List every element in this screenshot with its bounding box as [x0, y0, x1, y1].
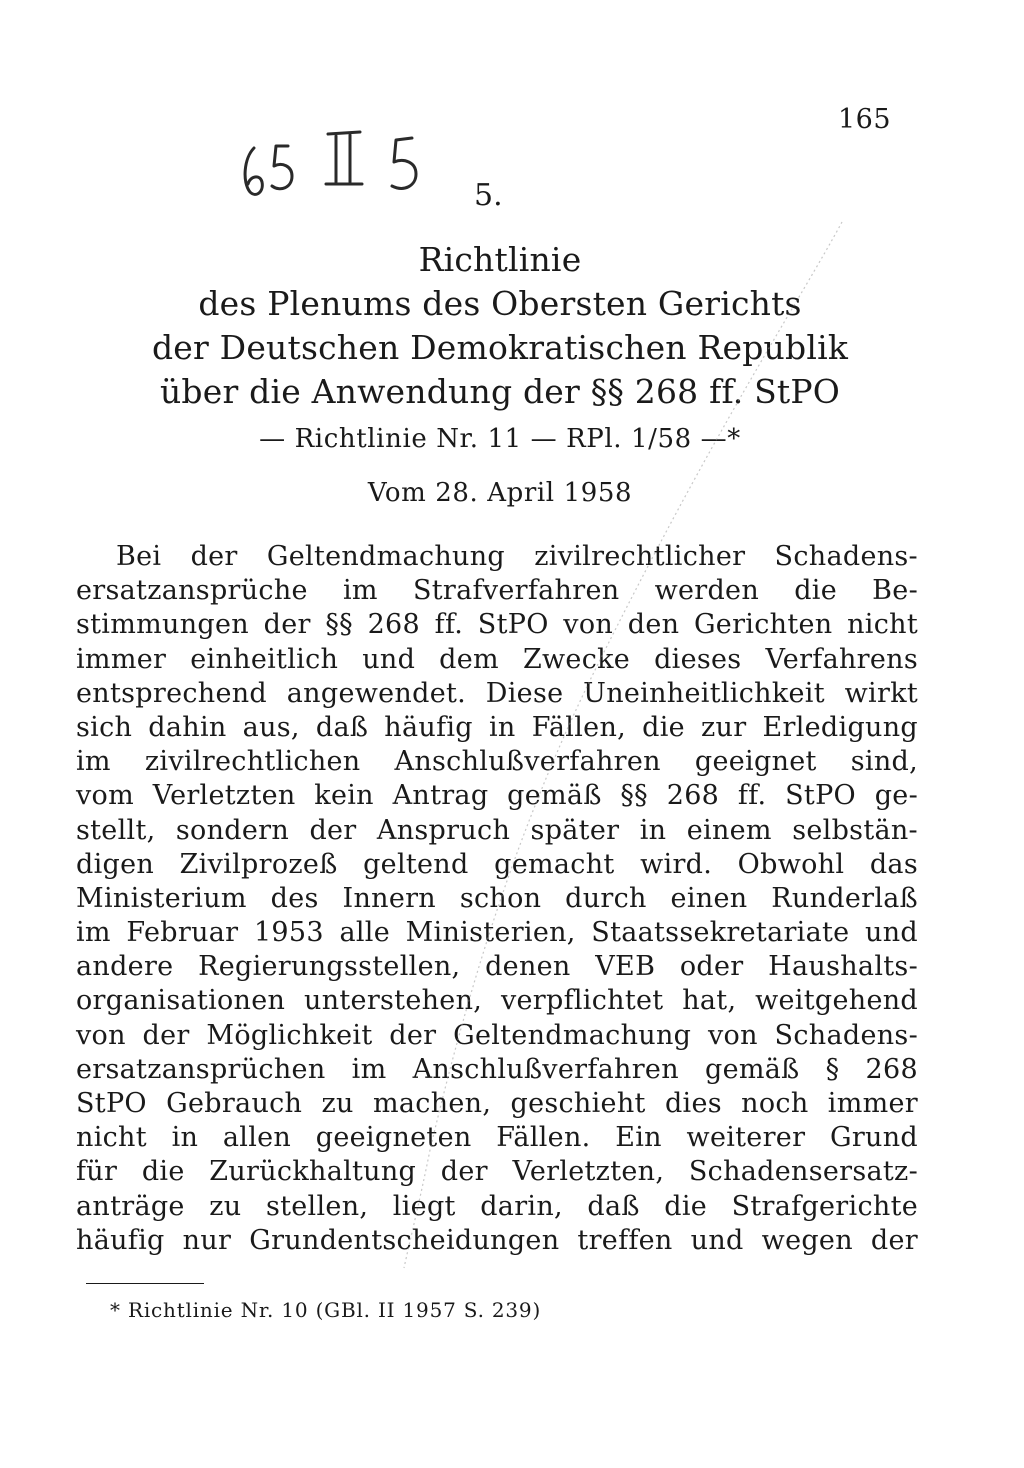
- body-line: im zivilrechtlichen Anschlußverfahren geeignet sind,: [76, 746, 918, 778]
- title-line: Richtlinie: [418, 240, 582, 279]
- body-line: anträge zu stellen, liegt darin, daß die Strafgerichte: [76, 1190, 918, 1222]
- handwritten-note: [236, 120, 456, 210]
- title-line: der Deutschen Demokratischen Republik: [151, 328, 849, 367]
- section-number: 5.: [474, 178, 503, 213]
- body-line: andere Regierungsstellen, denen VEB oder Haushalts-: [76, 951, 918, 983]
- body-line: organisationen unterstehen, verpflichtet hat, weitgehend: [76, 985, 918, 1017]
- body-line: entsprechend angewendet. Diese Uneinheitlichkeit wirkt: [76, 677, 918, 709]
- body-line: vom Verletzten kein Antrag gemäß §§ 268 ff. StPO ge-: [76, 780, 918, 812]
- page-number: 165: [838, 104, 892, 135]
- body-line: digen Zivilprozeß geltend gemacht wird. Obwohl das: [76, 848, 918, 880]
- body-line: StPO Gebrauch zu machen, geschieht dies noch immer: [76, 1088, 918, 1119]
- body-line: ersatzansprüche im Strafverfahren werden die Be-: [76, 575, 918, 607]
- body-line: Bei der Geltendmachung zivilrechtlicher Schadens-: [116, 541, 918, 572]
- body-line: von der Möglichkeit der Geltendmachung von Schadens-: [76, 1019, 918, 1051]
- body-line: für die Zurückhaltung der Verletzten, Schadensersatz-: [76, 1156, 918, 1188]
- body-line: immer einheitlich und dem Zwecke dieses Verfahrens: [76, 643, 918, 675]
- date-line: Vom 28. April 1958: [367, 478, 633, 508]
- directive-reference: — Richtlinie Nr. 11 — RPl. 1/58 —*: [259, 424, 741, 454]
- body-line: stimmungen der §§ 268 ff. StPO von den Gerichten nicht: [76, 609, 918, 641]
- body-line: im Februar 1953 alle Ministerien, Staatssekretariate und: [76, 917, 918, 949]
- body-line: stellt, sondern der Anspruch später in einem selbstän-: [76, 814, 918, 846]
- title-line: des Plenums des Obersten Gerichts: [198, 284, 802, 323]
- footnote: * Richtlinie Nr. 10 (GBl. II 1957 S. 239): [110, 1298, 542, 1322]
- footnote-divider: [86, 1283, 204, 1284]
- body-paragraph: [76, 540, 918, 1258]
- title-line: über die Anwendung der §§ 268 ff. StPO: [159, 372, 841, 411]
- body-line: sich dahin aus, daß häufig in Fällen, die zur Erledigung: [76, 711, 918, 743]
- body-line: häufig nur Grundentscheidungen treffen und wegen der: [76, 1224, 918, 1256]
- body-line: nicht in allen geeigneten Fällen. Ein weiterer Grund: [76, 1122, 918, 1154]
- body-line: ersatzansprüchen im Anschlußverfahren gemäß § 268: [76, 1053, 918, 1085]
- document-title: [120, 238, 880, 414]
- body-line: Ministerium des Innern schon durch einen Runderlaß: [76, 882, 918, 914]
